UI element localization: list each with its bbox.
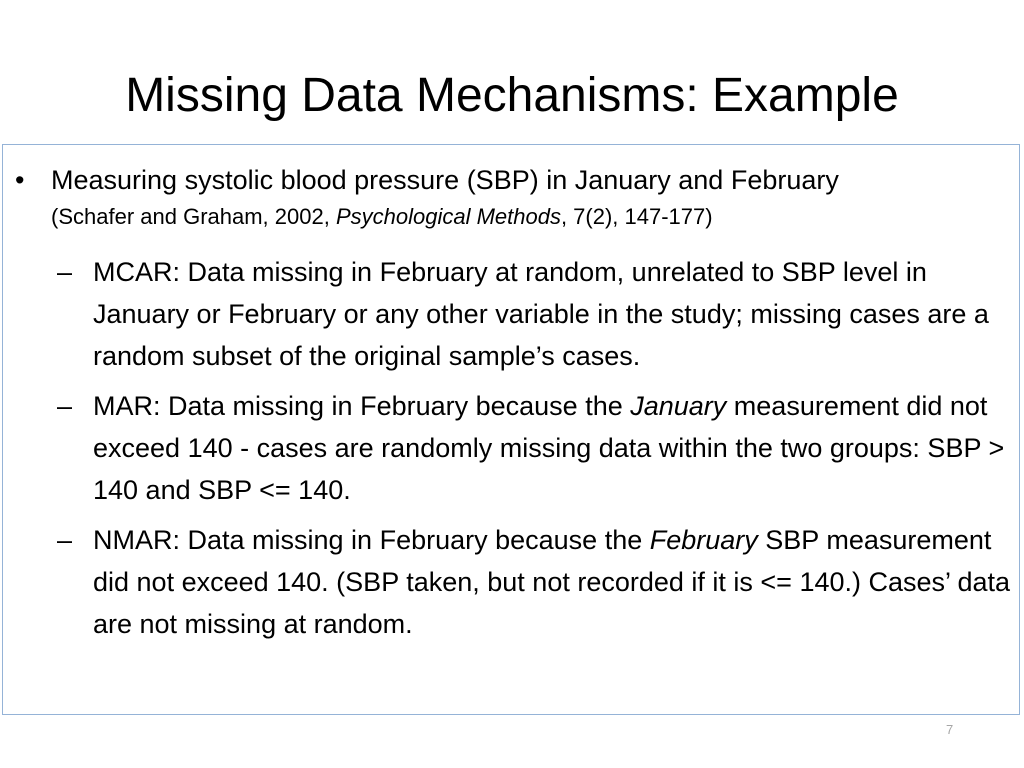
slide-title: Missing Data Mechanisms: Example	[125, 69, 899, 122]
sub-bullet-list	[57, 251, 1012, 653]
main-bullet-text: Measuring systolic blood pressure (SBP) in January and February	[51, 165, 839, 195]
citation	[51, 204, 713, 229]
citation-authors: (Schafer and Graham, 2002,	[51, 204, 336, 229]
sub-bullet-mcar	[57, 251, 1012, 377]
mar-text-start: MAR: Data missing in February because the	[93, 391, 631, 421]
mar-emphasis: January	[630, 391, 727, 421]
mar-text-end: measurement did not exceed 140 - cases are randomly missing data within the two groups: SBP > 140 and SBP <= 140.	[93, 391, 1005, 505]
mcar-text: MCAR: Data missing in February at random, unrelated to SBP level in January or February or any other variable in the study; missing cases are a random subset of the original sample’s cases.	[93, 257, 989, 371]
main-bullet	[15, 163, 1015, 233]
sub-bullet-mar	[57, 385, 1012, 511]
citation-volume: , 7(2), 147-177)	[560, 204, 713, 229]
sub-bullet-nmar	[57, 519, 1012, 645]
citation-journal: Psychological Methods	[335, 204, 561, 229]
dash-marker: –	[57, 391, 73, 421]
nmar-emphasis: February	[649, 525, 758, 555]
dash-marker: –	[57, 525, 73, 555]
bullet-dot: •	[15, 165, 25, 195]
nmar-text-end: SBP measurement did not exceed 140. (SBP taken, but not recorded if it is <= 140.) Cases’ data are not missing at random.	[93, 525, 1011, 639]
content-box	[2, 144, 1020, 715]
nmar-text-start: NMAR: Data missing in February because the	[93, 525, 650, 555]
dash-marker: –	[57, 257, 73, 287]
main-bullet-text-block	[51, 163, 1015, 233]
slide-number: 7	[946, 722, 954, 737]
